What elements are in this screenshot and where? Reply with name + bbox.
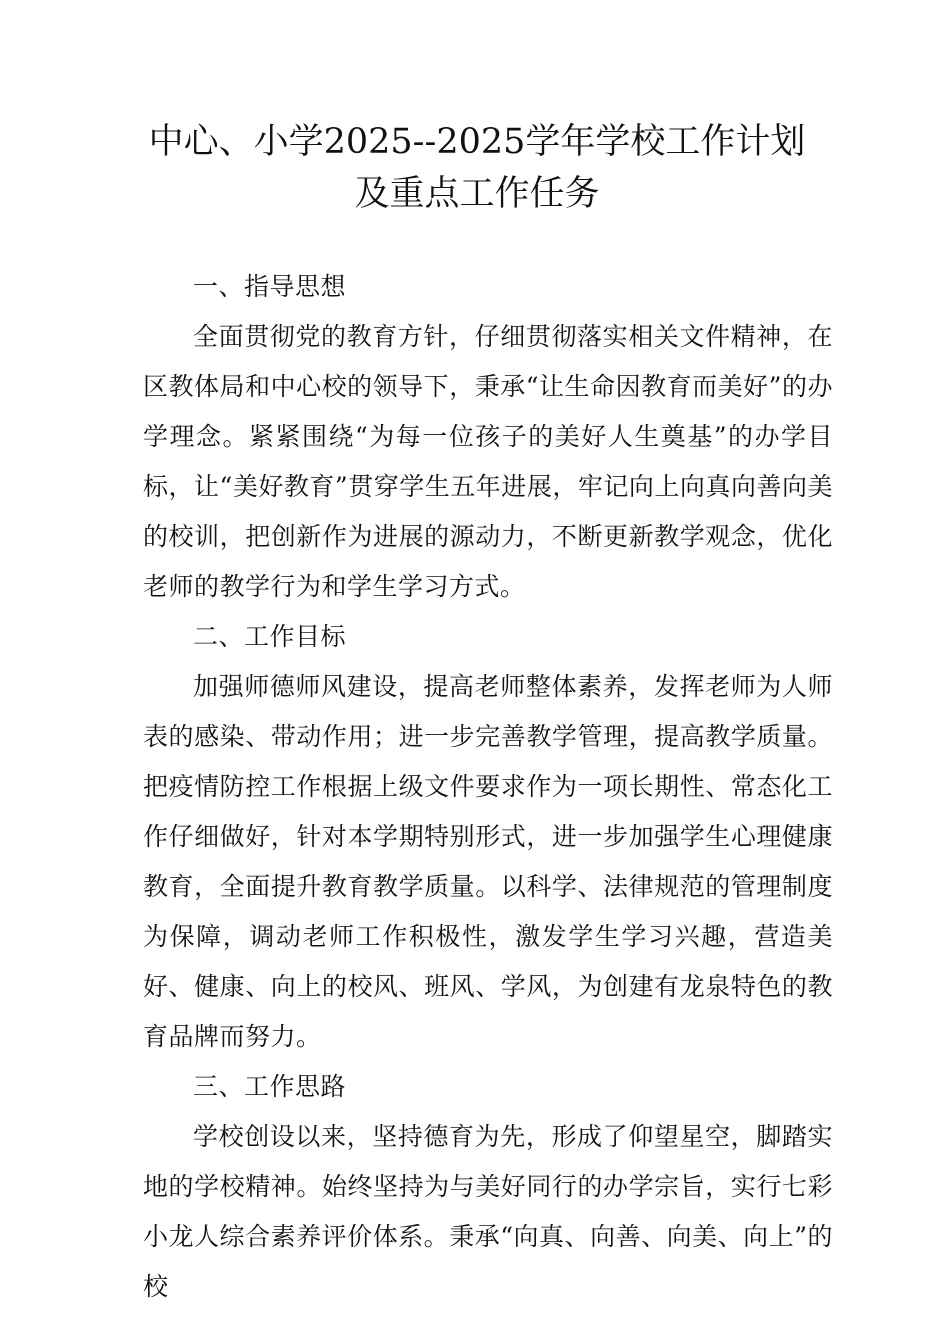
document-title: 中心、小学2025--2025学年学校工作计划及重点工作任务 (148, 122, 806, 214)
document-body (143, 262, 833, 1312)
section-paragraph-work-goals: 加强师德师风建设，提高老师整体素养，发挥老师为人师表的感染、带动作用；进一步完善教学管理，提高教学质量。把疫情防控工作根据上级文件要求作为一项长期性、常态化工作仔细做好，针对本学期特别形式，进一步加强学生心理健康教育，全面提升教育教学质量。以科学、法律规范的管理制度为保障，调动老师工作积极性，激发学生学习兴趣，营造美好、健康、向上的校风、班风、学风，为创建有龙泉特色的教育品牌而努力。 (143, 672, 833, 1051)
section-paragraph-work-approach: 学校创设以来，坚持德育为先，形成了仰望星空，脚踏实地的学校精神。始终坚持为与美好同行的办学宗旨，实行七彩小龙人综合素养评价体系。秉承“向真、向善、向美、向上”的校 (143, 1122, 833, 1301)
section-heading-work-approach: 三、工作思路 (193, 1072, 347, 1101)
section-heading-guiding-thought: 一、指导思想 (193, 272, 347, 301)
section-heading-work-goals: 二、工作目标 (193, 622, 347, 651)
section-paragraph-guiding-thought: 全面贯彻党的教育方针，仔细贯彻落实相关文件精神，在区教体局和中心校的领导下，秉承“让生命因教育而美好”的办学理念。紧紧围绕“为每一位孩子的美好人生奠基”的办学目标，让“美好教育”贯穿学生五年进展，牢记向上向真向善向美的校训，把创新作为进展的源动力，不断更新教学观念，优化老师的教学行为和学生学习方式。 (143, 322, 833, 601)
